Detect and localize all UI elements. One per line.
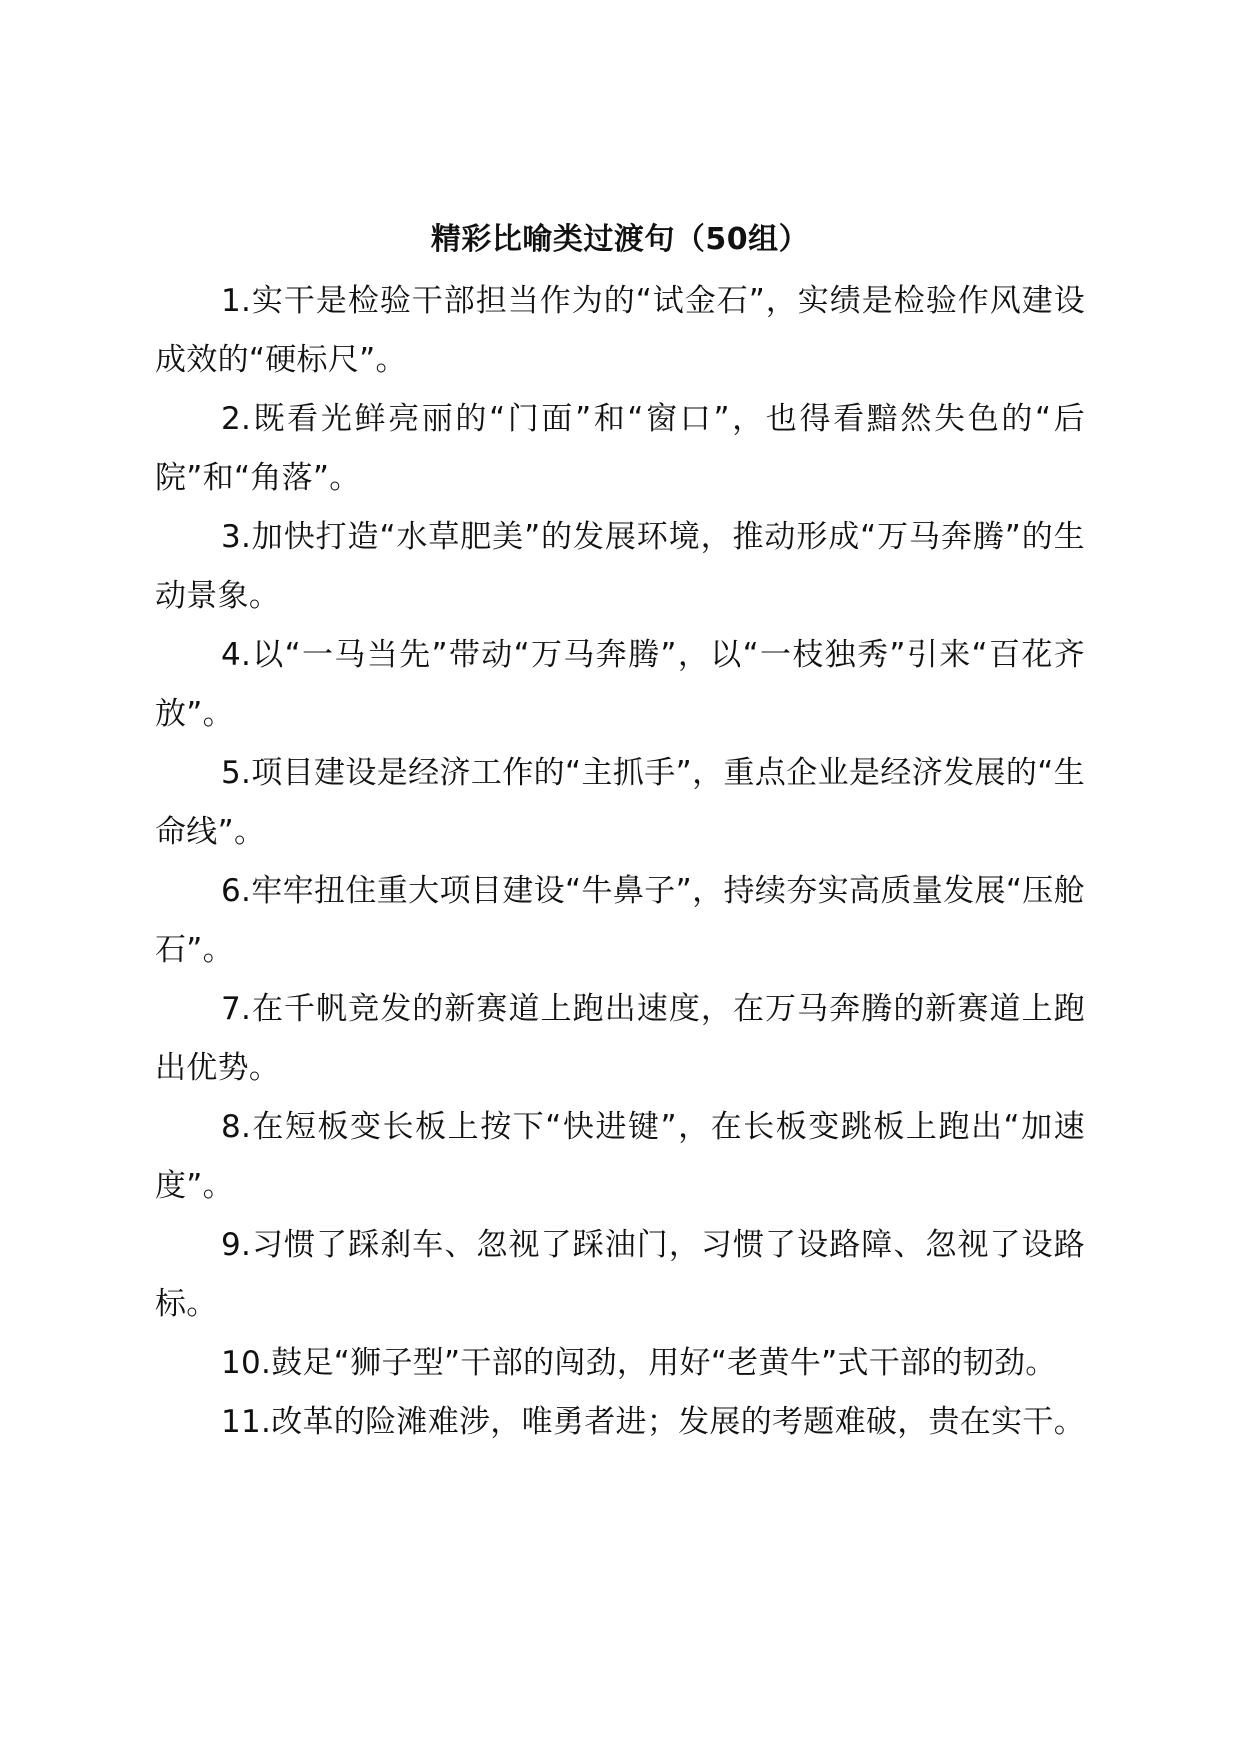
paragraph-1: 1.实干是检验干部担当作为的“试金石”，实绩是检验作风建设成效的“硬标尺”。 [155, 283, 1085, 378]
paragraph-7: 7.在千帆竞发的新赛道上跑出速度，在万马奔腾的新赛道上跑出优势。 [155, 991, 1085, 1086]
paragraph-9: 9.习惯了踩刹车、忽视了踩油门，习惯了设路障、忽视了设路标。 [155, 1227, 1085, 1322]
paragraph-8: 8.在短板变长板上按下“快进键”，在长板变跳板上跑出“加速度”。 [155, 1109, 1085, 1204]
document-title: 精彩比喻类过渡句（50组） [430, 222, 810, 257]
paragraph-10: 10.鼓足“狮子型”干部的闯劲，用好“老黄牛”式干部的韧劲。 [221, 1345, 1057, 1381]
paragraph-11: 11.改革的险滩难涉，唯勇者进；发展的考题难破，贵在实干。 [221, 1404, 1085, 1440]
document-page [155, 210, 1085, 1452]
paragraph-5: 5.项目建设是经济工作的“主抓手”，重点企业是经济发展的“生命线”。 [155, 755, 1085, 850]
paragraph-3: 3.加快打造“水草肥美”的发展环境，推动形成“万马奔腾”的生动景象。 [155, 519, 1085, 614]
paragraph-4: 4.以“一马当先”带动“万马奔腾”，以“一枝独秀”引来“百花齐放”。 [155, 637, 1085, 732]
paragraph-2: 2.既看光鲜亮丽的“门面”和“窗口”，也得看黯然失色的“后院”和“角落”。 [155, 401, 1085, 496]
paragraph-6: 6.牢牢扭住重大项目建设“牛鼻子”，持续夯实高质量发展“压舱石”。 [155, 873, 1085, 968]
